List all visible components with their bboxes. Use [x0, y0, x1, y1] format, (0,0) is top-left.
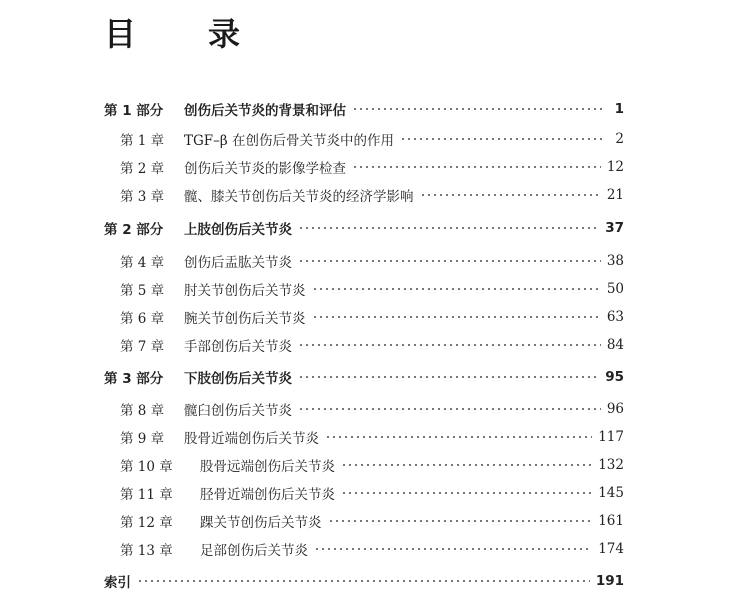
entry-page: 84 [606, 337, 624, 353]
entry-page: 95 [605, 369, 624, 385]
toc-entry-chapter-2[interactable] [120, 157, 624, 177]
entry-number: 第 2 部分 [104, 222, 164, 238]
toc-entry-chapter-1[interactable] [120, 129, 624, 149]
entry-title: 索引 [104, 575, 131, 591]
entry-page: 50 [606, 281, 624, 297]
entry-title: 手部创伤后关节炎 [184, 339, 292, 355]
entry-number: 第 9 章 [120, 431, 165, 447]
toc-entry-chapter-11[interactable] [120, 483, 624, 503]
entry-number: 第 6 章 [120, 311, 165, 327]
entry-number: 第 11 章 [120, 487, 173, 503]
entry-title: 创伤后盂肱关节炎 [184, 255, 292, 271]
toc-entry-chapter-4[interactable] [120, 251, 624, 271]
toc-entry-chapter-12[interactable] [120, 511, 624, 531]
toc-entry-chapter-10[interactable] [120, 455, 624, 475]
entry-page: 132 [598, 457, 624, 473]
entry-title: 髋臼创伤后关节炎 [184, 403, 292, 419]
entry-title: 上肢创伤后关节炎 [184, 222, 292, 238]
entry-number: 第 12 章 [120, 515, 173, 531]
dot-leader [298, 343, 601, 347]
entry-page: 161 [598, 513, 624, 529]
entry-page: 63 [606, 309, 624, 325]
entry-page: 191 [595, 573, 624, 589]
entry-title: 踝关节创伤后关节炎 [200, 515, 322, 531]
entry-page: 21 [606, 187, 624, 203]
page-title: 目 录 [104, 15, 261, 53]
entry-number: 第 8 章 [120, 403, 165, 419]
toc-entry-part-2[interactable] [104, 218, 624, 238]
entry-number: 第 7 章 [120, 339, 165, 355]
dot-leader [420, 193, 601, 197]
entry-page: 117 [598, 429, 624, 445]
toc-entry-chapter-3[interactable] [120, 185, 624, 205]
entry-page: 2 [615, 131, 624, 147]
toc-entry-chapter-8[interactable] [120, 399, 624, 419]
dot-leader [314, 547, 592, 551]
toc-entry-index[interactable] [104, 571, 624, 591]
entry-page: 12 [606, 159, 624, 175]
entry-number: 第 1 部分 [104, 103, 164, 119]
entry-title: TGF–β 在创伤后骨关节炎中的作用 [184, 133, 395, 149]
entry-number: 第 13 章 [120, 543, 173, 559]
entry-number: 第 1 章 [120, 133, 165, 149]
dot-leader [341, 491, 592, 495]
toc-entry-chapter-9[interactable] [120, 427, 624, 447]
toc-entry-part-3[interactable] [104, 367, 624, 387]
entry-number: 第 4 章 [120, 255, 165, 271]
entry-page: 38 [606, 253, 624, 269]
dot-leader [298, 226, 599, 230]
entry-title: 肘关节创伤后关节炎 [184, 283, 306, 299]
entry-title: 胫骨近端创伤后关节炎 [200, 487, 335, 503]
entry-number: 第 3 部分 [104, 371, 164, 387]
entry-title: 髋、膝关节创伤后关节炎的经济学影响 [184, 189, 414, 205]
entry-page: 145 [598, 485, 624, 501]
dot-leader [352, 165, 601, 169]
dot-leader [341, 463, 592, 467]
dot-leader [352, 107, 606, 111]
entry-title: 足部创伤后关节炎 [200, 543, 308, 559]
dot-leader [328, 519, 593, 523]
entry-title: 创伤后关节炎的影像学检查 [184, 161, 346, 177]
entry-title: 股骨远端创伤后关节炎 [200, 459, 335, 475]
entry-title: 腕关节创伤后关节炎 [184, 311, 306, 327]
dot-leader [400, 137, 606, 141]
entry-number: 第 5 章 [120, 283, 165, 299]
dot-leader [325, 435, 592, 439]
dot-leader [298, 375, 599, 379]
entry-page: 174 [598, 541, 624, 557]
toc-entry-part-1[interactable] [104, 99, 624, 119]
entry-number: 第 2 章 [120, 161, 165, 177]
dot-leader [298, 259, 601, 263]
entry-number: 第 3 章 [120, 189, 165, 205]
toc-entry-chapter-5[interactable] [120, 279, 624, 299]
entry-page: 37 [605, 220, 624, 236]
toc-entry-chapter-6[interactable] [120, 307, 624, 327]
dot-leader [312, 287, 601, 291]
toc-entry-chapter-13[interactable] [120, 539, 624, 559]
entry-page: 96 [606, 401, 624, 417]
entry-number: 第 10 章 [120, 459, 173, 475]
entry-page: 1 [614, 101, 624, 117]
toc-entry-chapter-7[interactable] [120, 335, 624, 355]
dot-leader [137, 579, 590, 583]
dot-leader [298, 407, 601, 411]
entry-title: 下肢创伤后关节炎 [184, 371, 292, 387]
dot-leader [312, 315, 601, 319]
entry-title: 股骨近端创伤后关节炎 [184, 431, 319, 447]
entry-title: 创伤后关节炎的背景和评估 [184, 103, 346, 119]
